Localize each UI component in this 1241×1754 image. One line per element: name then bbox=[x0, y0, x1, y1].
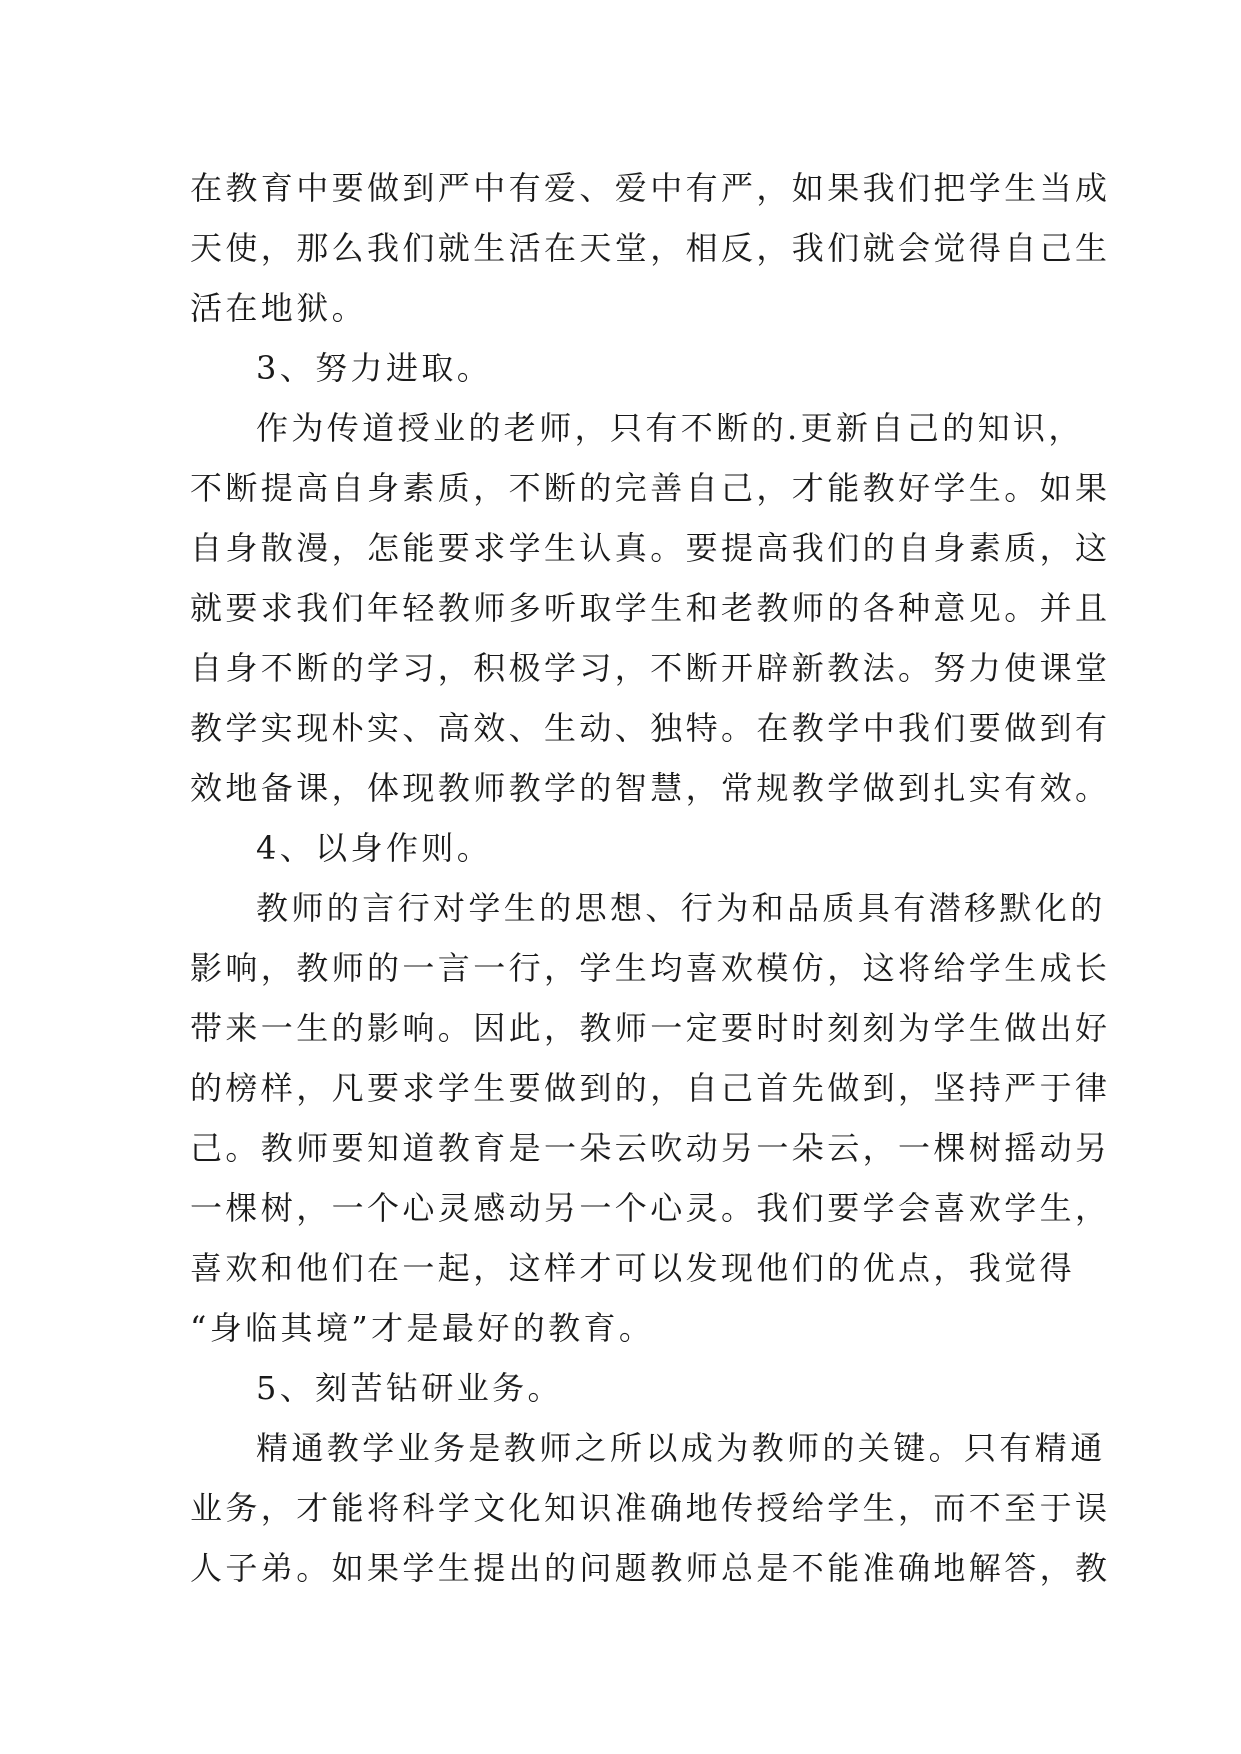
text-line: 活在地狱。 bbox=[190, 289, 368, 327]
text-line: 影响，教师的一言一行，学生均喜欢模仿，这将给学生成长 bbox=[190, 949, 1111, 987]
text-line: 就要求我们年轻教师多听取学生和老教师的各种意见。并且 bbox=[190, 589, 1111, 627]
text-line: 自身散漫，怎能要求学生认真。要提高我们的自身素质，这 bbox=[190, 529, 1111, 567]
text-line: 教学实现朴实、高效、生动、独特。在教学中我们要做到有 bbox=[190, 709, 1111, 747]
text-line: 一棵树，一个心灵感动另一个心灵。我们要学会喜欢学生， bbox=[190, 1189, 1111, 1227]
text-line: “身临其境”才是最好的教育。 bbox=[190, 1309, 655, 1347]
text-line: 4、以身作则。 bbox=[256, 829, 493, 867]
text-line: 教师的言行对学生的思想、行为和品质具有潜移默化的 bbox=[256, 889, 1106, 927]
text-line: 3、努力进取。 bbox=[256, 349, 493, 387]
text-line: 精通教学业务是教师之所以成为教师的关键。只有精通 bbox=[256, 1429, 1106, 1467]
text-line: 带来一生的影响。因此，教师一定要时时刻刻为学生做出好 bbox=[190, 1009, 1111, 1047]
document-body bbox=[190, 158, 1111, 1598]
text-line: 不断提高自身素质，不断的完善自己，才能教好学生。如果 bbox=[190, 469, 1111, 507]
text-line: 自身不断的学习，积极学习，不断开辟新教法。努力使课堂 bbox=[190, 649, 1111, 687]
text-line: 己。教师要知道教育是一朵云吹动另一朵云，一棵树摇动另 bbox=[190, 1129, 1111, 1167]
text-line: 业务，才能将科学文化知识准确地传授给学生，而不至于误 bbox=[190, 1489, 1111, 1527]
text-line: 天使，那么我们就生活在天堂，相反，我们就会觉得自己生 bbox=[190, 229, 1111, 267]
text-line: 喜欢和他们在一起，这样才可以发现他们的优点，我觉得 bbox=[190, 1249, 1076, 1287]
text-line: 效地备课，体现教师教学的智慧，常规教学做到扎实有效。 bbox=[190, 769, 1111, 807]
text-line: 人子弟。如果学生提出的问题教师总是不能准确地解答，教 bbox=[190, 1549, 1111, 1587]
text-line: 的榜样，凡要求学生要做到的，自己首先做到，坚持严于律 bbox=[190, 1069, 1111, 1107]
text-line: 作为传道授业的老师，只有不断的.更新自己的知识， bbox=[256, 409, 1084, 447]
text-line: 在教育中要做到严中有爱、爱中有严，如果我们把学生当成 bbox=[190, 169, 1111, 207]
text-line: 5、刻苦钻研业务。 bbox=[256, 1369, 563, 1407]
